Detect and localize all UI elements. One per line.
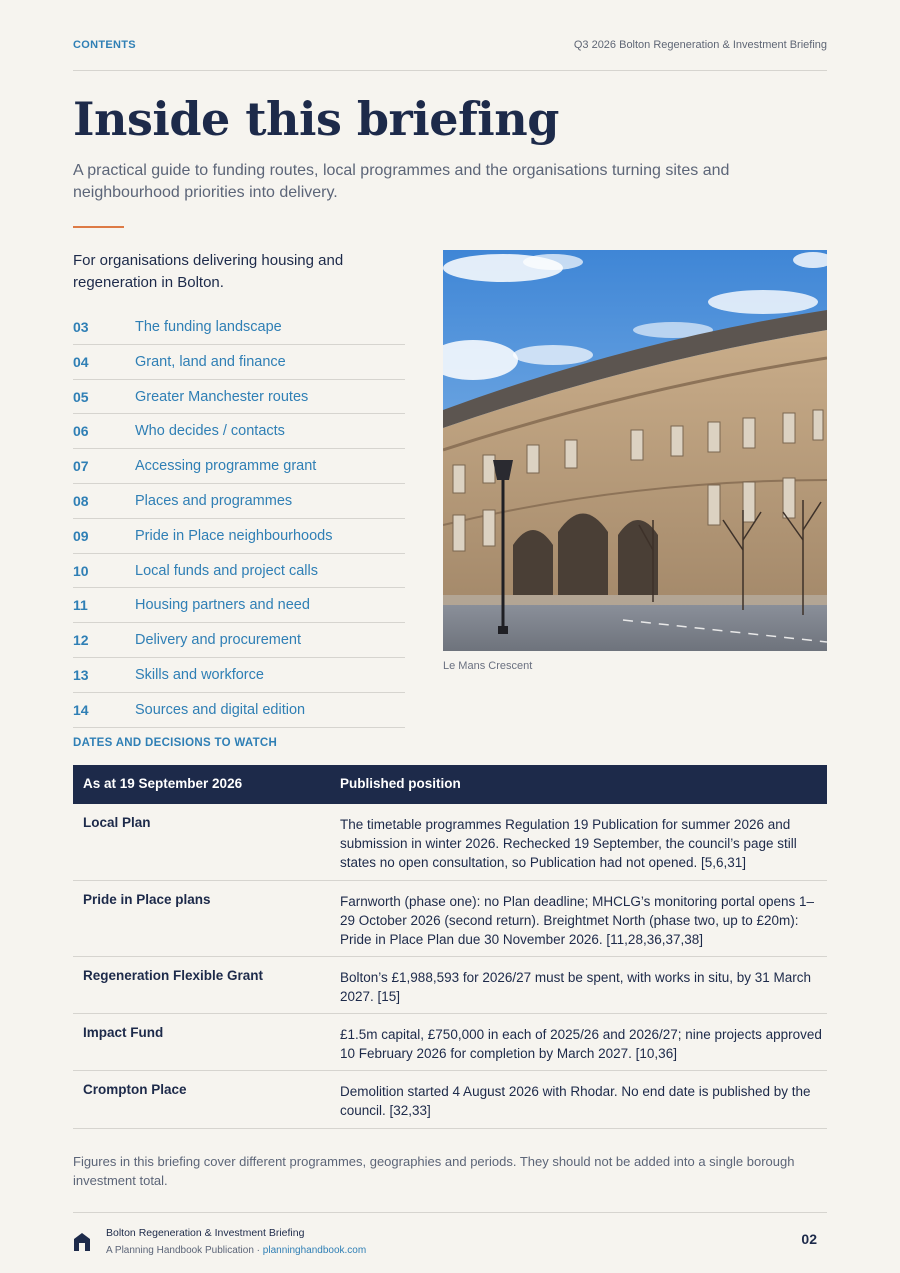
row-position: Demolition started 4 August 2026 with Rhodar. No end date is published by the council. [32,33] xyxy=(340,1084,811,1118)
toc-label: Skills and workforce xyxy=(135,666,264,683)
dates-section-heading: DATES AND DECISIONS TO WATCH xyxy=(73,737,278,749)
footnote: Figures in this briefing cover different programmes, geographies and periods. They should not be added into a single borough investment total. xyxy=(73,1154,795,1188)
table-of-contents xyxy=(73,310,405,728)
publisher-logo-icon xyxy=(73,1232,91,1252)
column-header: Published position xyxy=(340,776,461,791)
toc-item[interactable] xyxy=(73,484,405,519)
intro-text: For organisations delivering housing and regeneration in Bolton. xyxy=(73,252,344,291)
toc-label: Grant, land and finance xyxy=(135,353,286,370)
toc-page-number: 03 xyxy=(73,319,89,335)
table-header xyxy=(73,765,827,804)
toc-label: The funding landscape xyxy=(135,319,282,335)
toc-label: Accessing programme grant xyxy=(135,458,317,475)
page-subtitle: A practical guide to funding routes, local programmes and the organisations turning sites and neighbourhood priorities into delivery. xyxy=(73,162,730,201)
row-position: The timetable programmes Regulation 19 Publication for summer 2026 and submission in winter 2026. Rechecked 19 September, the council’s page still states no open consultation, so Publication had not opened. [5,6,31] xyxy=(340,817,797,870)
toc-label: Places and programmes xyxy=(135,492,293,509)
publisher-text: A Planning Handbook Publication · xyxy=(106,1245,263,1256)
toc-item[interactable] xyxy=(73,588,405,623)
toc-page-number: 04 xyxy=(73,353,89,370)
toc-page-number: 10 xyxy=(73,562,89,579)
row-item: Pride in Place plans xyxy=(83,892,211,907)
toc-label: Housing partners and need xyxy=(135,597,310,614)
table-row xyxy=(73,881,827,957)
page xyxy=(73,0,827,1273)
section-label: CONTENTS xyxy=(73,39,136,51)
top-bar xyxy=(73,39,827,71)
website-link[interactable]: planninghandbook.com xyxy=(262,1245,367,1256)
row-position: £1.5m capital, £750,000 in each of 2025/26 and 2026/27; nine projects approved 10 February 2026 for completion by March 2027. [10,36] xyxy=(340,1027,822,1061)
toc-item[interactable] xyxy=(73,310,405,345)
footer-publication: Bolton Regeneration & Investment Briefing xyxy=(106,1227,305,1239)
accent-rule xyxy=(73,226,124,228)
toc-label: Sources and digital edition xyxy=(135,701,306,718)
table-row xyxy=(73,1014,827,1071)
toc-label: Pride in Place neighbourhoods xyxy=(135,527,333,544)
toc-page-number: 14 xyxy=(73,701,89,718)
page-number: 02 xyxy=(801,1231,817,1247)
toc-label: Local funds and project calls xyxy=(135,562,318,579)
toc-item[interactable] xyxy=(73,449,405,484)
row-item: Crompton Place xyxy=(83,1082,187,1097)
row-item: Impact Fund xyxy=(83,1025,164,1040)
toc-item[interactable] xyxy=(73,345,405,380)
toc-item[interactable] xyxy=(73,623,405,658)
toc-item[interactable] xyxy=(73,414,405,449)
row-item: Local Plan xyxy=(83,815,151,830)
toc-item[interactable] xyxy=(73,693,405,728)
toc-page-number: 06 xyxy=(73,423,89,440)
row-position: Farnworth (phase one): no Plan deadline; MHCLG’s monitoring portal opens 1–29 October 2026 (second return). Breightmet North (phase two, up to £20m): Pride in Place Plan due 30 November 2026. [11,28,36,37,38] xyxy=(340,894,815,947)
toc-label: Delivery and procurement xyxy=(135,632,302,649)
toc-item[interactable] xyxy=(73,658,405,693)
toc-page-number: 09 xyxy=(73,527,89,544)
toc-page-number: 08 xyxy=(73,492,89,509)
toc-page-number: 13 xyxy=(73,666,89,683)
table-row xyxy=(73,1071,827,1129)
footer-publisher xyxy=(106,1245,366,1256)
dates-table xyxy=(73,765,827,1129)
toc-item[interactable] xyxy=(73,519,405,554)
toc-label: Who decides / contacts xyxy=(135,423,285,440)
toc-item[interactable] xyxy=(73,554,405,589)
table-row xyxy=(73,804,827,881)
page-title: Inside this briefing xyxy=(73,92,559,146)
publication-title: Q3 2026 Bolton Regeneration & Investment Briefing xyxy=(573,39,827,51)
table-row xyxy=(73,957,827,1014)
row-position: Bolton’s £1,988,593 for 2026/27 must be spent, with works in situ, by 31 March 2027. [15] xyxy=(340,970,812,1004)
row-item: Regeneration Flexible Grant xyxy=(83,968,264,983)
toc-page-number: 07 xyxy=(73,458,89,475)
toc-page-number: 12 xyxy=(73,632,89,649)
toc-label: Greater Manchester routes xyxy=(135,388,309,405)
photo-le-mans-crescent xyxy=(443,250,827,651)
toc-page-number: 05 xyxy=(73,388,89,405)
toc-item[interactable] xyxy=(73,380,405,415)
page-footer xyxy=(73,1212,827,1262)
column-header: As at 19 September 2026 xyxy=(83,776,243,791)
toc-page-number: 11 xyxy=(73,597,88,614)
photo-caption: Le Mans Crescent xyxy=(443,660,533,672)
